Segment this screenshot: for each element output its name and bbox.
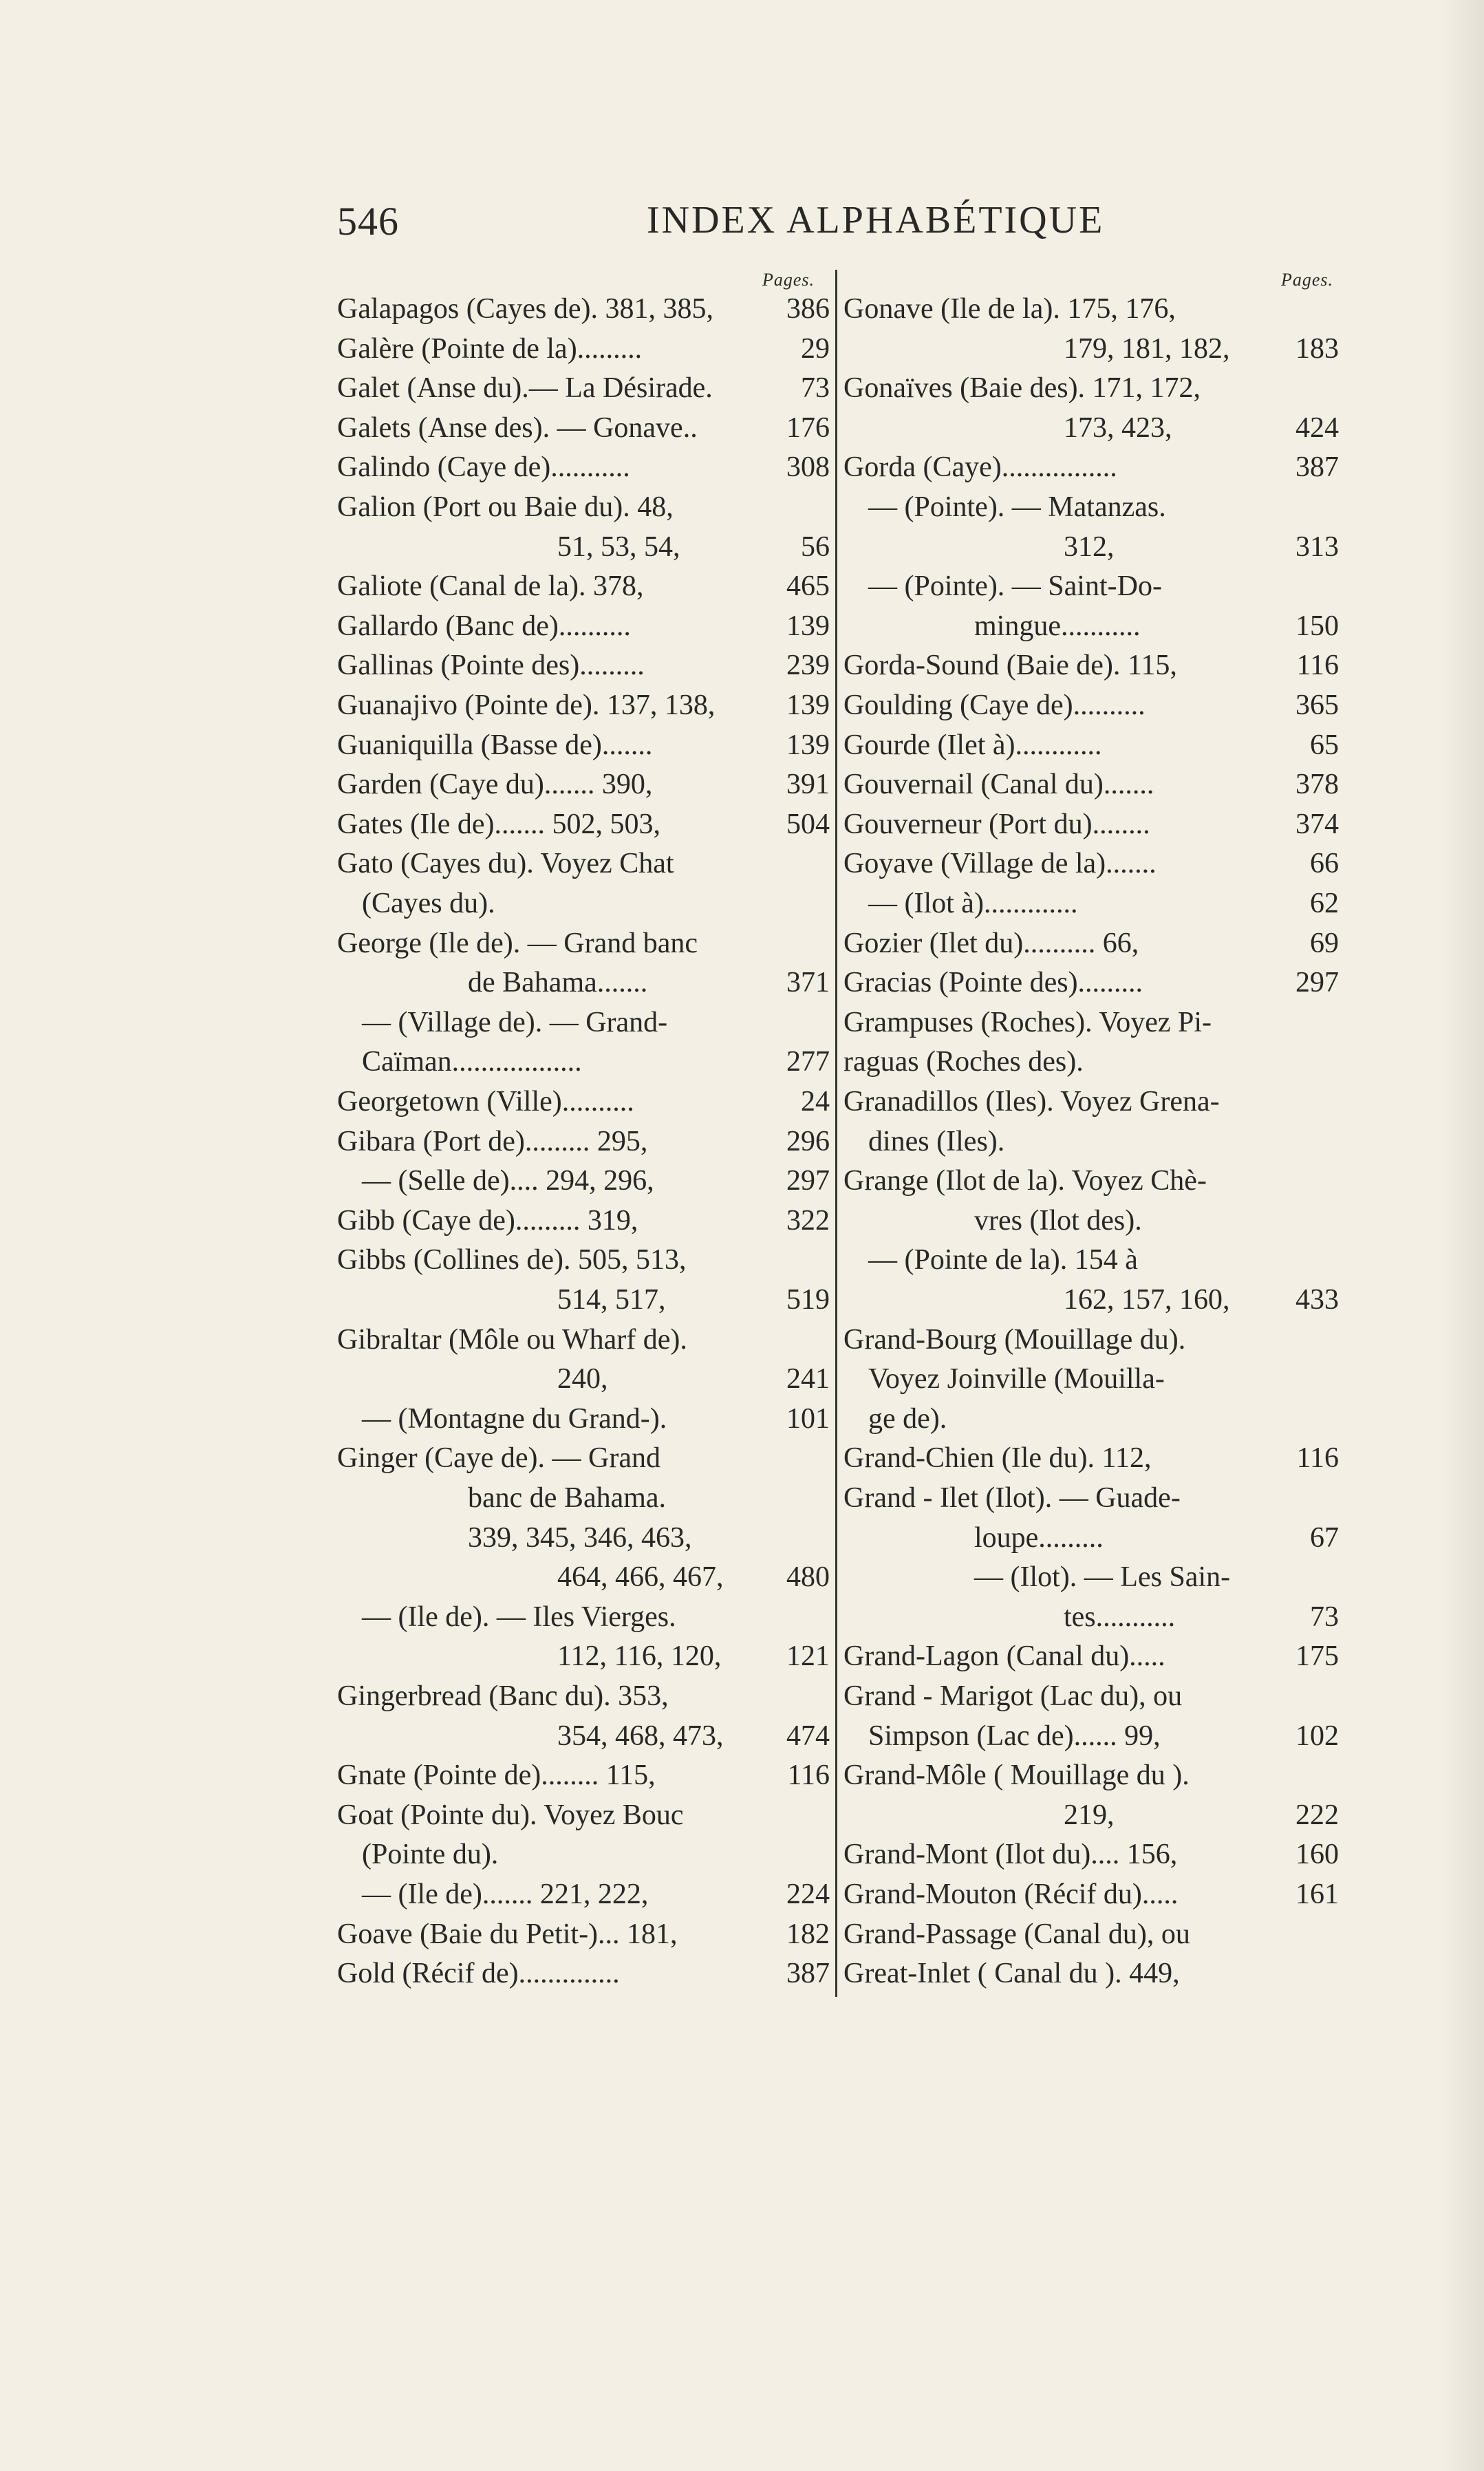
index-entry	[337, 408, 831, 448]
index-entry-text: 312,	[1064, 531, 1115, 563]
index-entry-text: — (Ile de). — Iles Vierges.	[362, 1601, 676, 1633]
index-entry-text: Gouverneur (Port du)........	[843, 808, 1150, 840]
index-entry	[337, 1914, 831, 1954]
index-entry-text: — (Ilot). — Les Sain-	[974, 1561, 1231, 1594]
index-entry-text: Galapagos (Cayes de). 381, 385,	[337, 293, 714, 325]
index-entry-page: 66	[1310, 848, 1339, 880]
page-edge-shadow	[1443, 0, 1484, 2471]
index-entry-text: Georgetown (Ville)..........	[337, 1086, 634, 1117]
index-entry-text: Guanajivo (Pointe de). 137, 138,	[337, 689, 716, 721]
index-entry-text: Galion (Port ou Baie du). 48,	[337, 491, 674, 523]
index-entry	[843, 1161, 1339, 1201]
index-entry-text: — (Pointe de la). 154 à	[868, 1244, 1138, 1276]
index-entry-text: Gibraltar (Môle ou Wharf de).	[337, 1323, 687, 1356]
index-entry-text: 51, 53, 54,	[557, 531, 680, 563]
index-entry-page: 480	[786, 1561, 830, 1594]
page-number: 546	[337, 199, 399, 244]
index-entry	[337, 1557, 831, 1597]
index-entry-page: 29	[801, 332, 830, 365]
index-entry	[337, 1478, 831, 1518]
index-entry	[337, 368, 831, 408]
index-entry-page: 24	[801, 1086, 830, 1117]
index-entry-text: Gates (Ile de)....... 502, 503,	[337, 808, 661, 840]
index-entry-text: Grampuses (Roches). Voyez Pi-	[843, 1006, 1212, 1038]
index-entry-page: 160	[1295, 1839, 1339, 1871]
index-entry	[843, 1518, 1339, 1558]
index-entry	[337, 1320, 831, 1360]
index-entry	[337, 844, 831, 884]
index-entry-text: 514, 517,	[557, 1284, 666, 1316]
index-entry-text: tes...........	[1064, 1601, 1176, 1633]
index-entry-page: 101	[786, 1402, 830, 1435]
index-entry-page: 504	[786, 808, 830, 840]
index-entry	[337, 963, 831, 1003]
index-entry	[843, 368, 1339, 408]
index-entry	[337, 1636, 831, 1676]
index-entry-text: Gorda-Sound (Baie de). 115,	[843, 650, 1177, 682]
index-entry-page: 161	[1295, 1879, 1339, 1910]
index-entry	[843, 1676, 1339, 1716]
index-entry	[843, 1636, 1339, 1676]
index-entry-text: Goyave (Village de la).......	[843, 848, 1157, 880]
index-entry-page: 313	[1295, 531, 1339, 563]
index-entry	[337, 923, 831, 963]
index-entry-page: 69	[1310, 927, 1339, 959]
index-entry	[843, 963, 1339, 1003]
index-entry-page: 519	[786, 1284, 830, 1316]
index-entry-text: — (Selle de).... 294, 296,	[362, 1165, 654, 1197]
index-entry-text: Gibara (Port de)......... 295,	[337, 1125, 648, 1157]
index-entry	[337, 1834, 831, 1874]
index-entry	[843, 844, 1339, 884]
index-entry-page: 433	[1295, 1284, 1339, 1316]
index-entry-text: Gonaïves (Baie des). 171, 172,	[843, 372, 1201, 405]
index-entry-text: Grand - Marigot (Lac du), ou	[843, 1680, 1183, 1712]
index-entry	[337, 606, 831, 646]
index-entry-text: Goave (Baie du Petit-)... 181,	[337, 1918, 678, 1950]
index-entry-page: 73	[1310, 1601, 1339, 1633]
index-entry-text: raguas (Roches des).	[843, 1046, 1084, 1078]
index-entry-text: 112, 116, 120,	[557, 1640, 722, 1673]
index-entry-page: 371	[786, 967, 830, 999]
index-entry	[337, 447, 831, 487]
index-entry-text: Gato (Cayes du). Voyez Chat	[337, 848, 674, 880]
index-entry	[843, 1003, 1339, 1042]
index-entry-text: dines (Iles).	[868, 1125, 1005, 1157]
index-entry	[843, 329, 1339, 369]
index-entry-text: Grand-Passage (Canal du), ou	[843, 1918, 1190, 1950]
index-entry	[843, 1399, 1339, 1439]
index-entry	[843, 1954, 1339, 1993]
index-entry-text: 162, 157, 160,	[1064, 1284, 1230, 1316]
index-entry-text: Garden (Caye du)....... 390,	[337, 769, 653, 801]
index-entry-page: 365	[1295, 689, 1339, 721]
index-entry	[843, 1082, 1339, 1122]
index-entry-page: 474	[786, 1720, 830, 1752]
index-entry-page: 308	[786, 451, 830, 484]
index-entry	[843, 1042, 1339, 1082]
index-entry-text: loupe.........	[974, 1521, 1104, 1554]
index-entry	[843, 1201, 1339, 1241]
index-entry	[337, 1874, 831, 1914]
index-entry	[843, 447, 1339, 487]
index-entry-text: Caïman..................	[362, 1046, 582, 1078]
index-entry	[337, 1438, 831, 1478]
index-entry-text: — (Ile de)....... 221, 222,	[362, 1879, 649, 1910]
index-entry-page: 62	[1310, 888, 1339, 919]
index-entry	[843, 923, 1339, 963]
index-entry	[337, 645, 831, 685]
index-entry-text: Galet (Anse du).— La Désirade.	[337, 372, 713, 405]
index-entry-page: 182	[786, 1918, 830, 1950]
index-entry	[337, 1280, 831, 1320]
index-entry-page: 391	[786, 769, 830, 801]
index-entry-page: 296	[786, 1125, 830, 1157]
index-entry-page: 56	[801, 531, 830, 563]
index-entry-page: 102	[1295, 1720, 1339, 1752]
index-entry-page: 224	[786, 1879, 830, 1910]
index-entry-text: Gourde (Ilet à)............	[843, 729, 1102, 761]
index-entry	[843, 1914, 1339, 1954]
index-entry	[337, 725, 831, 765]
index-entry	[337, 1954, 831, 1993]
index-entry-text: Galiote (Canal de la). 378,	[337, 570, 644, 603]
index-entry	[843, 685, 1339, 725]
index-entry	[337, 1755, 831, 1795]
index-entry	[337, 1716, 831, 1756]
index-entry-text: Grand-Bourg (Mouillage du).	[843, 1323, 1186, 1356]
index-entry	[843, 1874, 1339, 1914]
index-entry-text: Granadillos (Iles). Voyez Grena-	[843, 1086, 1220, 1117]
index-entry-text: mingue...........	[974, 610, 1141, 642]
index-entry-text: 240,	[557, 1363, 608, 1395]
index-entry-text: banc de Bahama.	[468, 1482, 667, 1514]
index-entry-text: Gallinas (Pointe des).........	[337, 650, 645, 682]
index-entry	[843, 566, 1339, 606]
index-entry-text: — (Ilot à).............	[868, 888, 1078, 919]
pages-label-left: Pages.	[762, 270, 815, 290]
index-entry	[843, 487, 1339, 527]
index-entry-page: 387	[786, 1958, 830, 1990]
index-entry-text: 173, 423,	[1064, 411, 1172, 444]
index-entry-text: Gibbs (Collines de). 505, 513,	[337, 1244, 687, 1276]
index-entry	[337, 1676, 831, 1716]
index-entry-text: Grand-Lagon (Canal du).....	[843, 1640, 1165, 1673]
index-entry-page: 139	[786, 610, 830, 642]
index-entry-page: 465	[786, 570, 830, 603]
index-entry-text: Grand-Mont (Ilot du).... 156,	[843, 1839, 1178, 1871]
index-entry-page: 239	[786, 650, 830, 682]
index-entry-text: Gnate (Pointe de)........ 115,	[337, 1759, 656, 1792]
index-entry-page: 424	[1295, 411, 1339, 444]
index-entry	[337, 1042, 831, 1082]
index-entry-text: 219,	[1064, 1799, 1115, 1831]
index-entry	[337, 1795, 831, 1835]
index-entry-text: — (Pointe). — Saint-Do-	[868, 570, 1162, 603]
index-entry	[843, 408, 1339, 448]
index-entry-text: (Pointe du).	[362, 1839, 499, 1871]
index-entry-text: Guaniquilla (Basse de).......	[337, 729, 653, 761]
index-entry	[337, 804, 831, 844]
index-entry-page: 121	[786, 1640, 830, 1673]
index-entry	[843, 1280, 1339, 1320]
index-entry	[843, 1834, 1339, 1874]
index-entry	[843, 1359, 1339, 1399]
index-entry	[843, 1716, 1339, 1756]
index-entry	[337, 527, 831, 567]
index-entry	[337, 487, 831, 527]
index-entry-page: 183	[1295, 332, 1339, 365]
index-entry-text: Grand - Ilet (Ilot). — Guade-	[843, 1482, 1181, 1514]
index-entry	[337, 1161, 831, 1201]
index-entry-text: Galets (Anse des). — Gonave..	[337, 411, 698, 444]
index-entry	[843, 289, 1339, 329]
index-entry-page: 378	[1295, 769, 1339, 801]
index-entry-text: Grand-Chien (Ile du). 112,	[843, 1442, 1152, 1475]
index-entry-page: 139	[786, 729, 830, 761]
index-entry	[337, 1240, 831, 1280]
running-title: INDEX ALPHABÉTIQUE	[647, 199, 1105, 242]
index-entry	[843, 1240, 1339, 1280]
index-entry	[337, 1082, 831, 1122]
column-divider	[835, 270, 837, 1997]
index-entry-text: ge de).	[868, 1402, 947, 1435]
index-entry-text: 464, 466, 467,	[557, 1561, 724, 1594]
index-entry-page: 150	[1295, 610, 1339, 642]
index-entry-text: Goat (Pointe du). Voyez Bouc	[337, 1799, 684, 1831]
index-entry	[843, 1795, 1339, 1835]
index-entry-text: Simpson (Lac de)...... 99,	[868, 1720, 1161, 1752]
index-entry	[843, 884, 1339, 923]
index-entry	[843, 1478, 1339, 1518]
index-entry-text: Grand-Mouton (Récif du).....	[843, 1879, 1179, 1910]
index-entry	[337, 566, 831, 606]
index-entry	[337, 1518, 831, 1558]
index-entry-text: Grand-Môle ( Mouillage du ).	[843, 1759, 1190, 1792]
index-entry-text: 339, 345, 346, 463,	[468, 1521, 692, 1554]
index-entry-text: Gibb (Caye de)......... 319,	[337, 1204, 638, 1237]
index-entry-page: 386	[786, 293, 830, 325]
index-entry-text: Gracias (Pointe des).........	[843, 967, 1143, 999]
index-entry-page: 277	[786, 1046, 830, 1078]
index-entry-page: 297	[786, 1165, 830, 1197]
index-entry-text: — (Village de). — Grand-	[362, 1006, 668, 1038]
index-entry-text: Gold (Récif de)..............	[337, 1958, 620, 1990]
index-entry	[843, 1557, 1339, 1597]
index-entry-page: 116	[1296, 650, 1339, 682]
index-entry	[337, 884, 831, 923]
index-entry	[843, 527, 1339, 567]
index-entry-page: 297	[1295, 967, 1339, 999]
index-entry	[337, 1597, 831, 1637]
index-entry	[843, 1755, 1339, 1795]
index-entry-text: George (Ile de). — Grand banc	[337, 927, 698, 959]
index-entry	[337, 1003, 831, 1042]
index-entry	[843, 1122, 1339, 1162]
index-entry-page: 175	[1295, 1640, 1339, 1673]
index-entry-text: Gozier (Ilet du).......... 66,	[843, 927, 1139, 959]
index-entry	[843, 764, 1339, 804]
index-entry	[337, 685, 831, 725]
index-entry-text: Gorda (Caye)................	[843, 451, 1117, 484]
index-entry-page: 73	[801, 372, 830, 405]
pages-label-right: Pages.	[1281, 270, 1334, 290]
index-entry	[337, 1399, 831, 1439]
index-entry-text: Gonave (Ile de la). 175, 176,	[843, 293, 1176, 325]
index-entry-text: (Cayes du).	[362, 888, 495, 919]
index-entry	[337, 1122, 831, 1162]
index-entry-page: 176	[786, 411, 830, 444]
index-entry-page: 241	[786, 1363, 830, 1395]
index-entry-page: 116	[787, 1759, 830, 1792]
index-entry	[337, 764, 831, 804]
index-entry	[337, 1201, 831, 1241]
index-entry-text: — (Montagne du Grand-).	[362, 1402, 667, 1435]
index-entry-text: Galère (Pointe de la).........	[337, 332, 643, 365]
index-entry-text: Gallardo (Banc de)..........	[337, 610, 631, 642]
index-entry-text: 179, 181, 182,	[1064, 332, 1230, 365]
index-entry	[843, 645, 1339, 685]
index-entry-page: 67	[1310, 1521, 1339, 1554]
index-entry	[337, 289, 831, 329]
index-entry-text: Ginger (Caye de). — Grand	[337, 1442, 660, 1475]
index-entry-page: 116	[1296, 1442, 1339, 1475]
index-entry-page: 322	[786, 1204, 830, 1237]
index-entry-text: Voyez Joinville (Mouilla-	[868, 1363, 1165, 1395]
index-entry-text: Goulding (Caye de)..........	[843, 689, 1146, 721]
index-entry-text: — (Pointe). — Matanzas.	[868, 491, 1166, 523]
index-entry	[843, 725, 1339, 765]
index-entry-page: 374	[1295, 808, 1339, 840]
page-header	[337, 198, 1369, 253]
index-entry-page: 65	[1310, 729, 1339, 761]
index-entry	[337, 1359, 831, 1399]
index-entry-text: vres (Ilot des).	[974, 1204, 1142, 1237]
index-entry	[843, 606, 1339, 646]
index-entry	[843, 804, 1339, 844]
index-entry-page: 139	[786, 689, 830, 721]
index-entry	[843, 1320, 1339, 1360]
index-entry	[337, 329, 831, 369]
index-entry	[843, 1597, 1339, 1637]
index-entry-page: 222	[1295, 1799, 1339, 1831]
index-entry-text: Galindo (Caye de)...........	[337, 451, 630, 484]
index-entry-text: Grange (Ilot de la). Voyez Chè-	[843, 1165, 1207, 1197]
index-entry-text: Gingerbread (Banc du). 353,	[337, 1680, 669, 1712]
index-entry-text: de Bahama.......	[468, 967, 648, 999]
index-entry-page: 387	[1295, 451, 1339, 484]
index-entry-text: Gouvernail (Canal du).......	[843, 769, 1154, 801]
index-entry	[843, 1438, 1339, 1478]
index-entry-text: 354, 468, 473,	[557, 1720, 724, 1752]
index-entry-text: Great-Inlet ( Canal du ). 449,	[843, 1958, 1180, 1990]
